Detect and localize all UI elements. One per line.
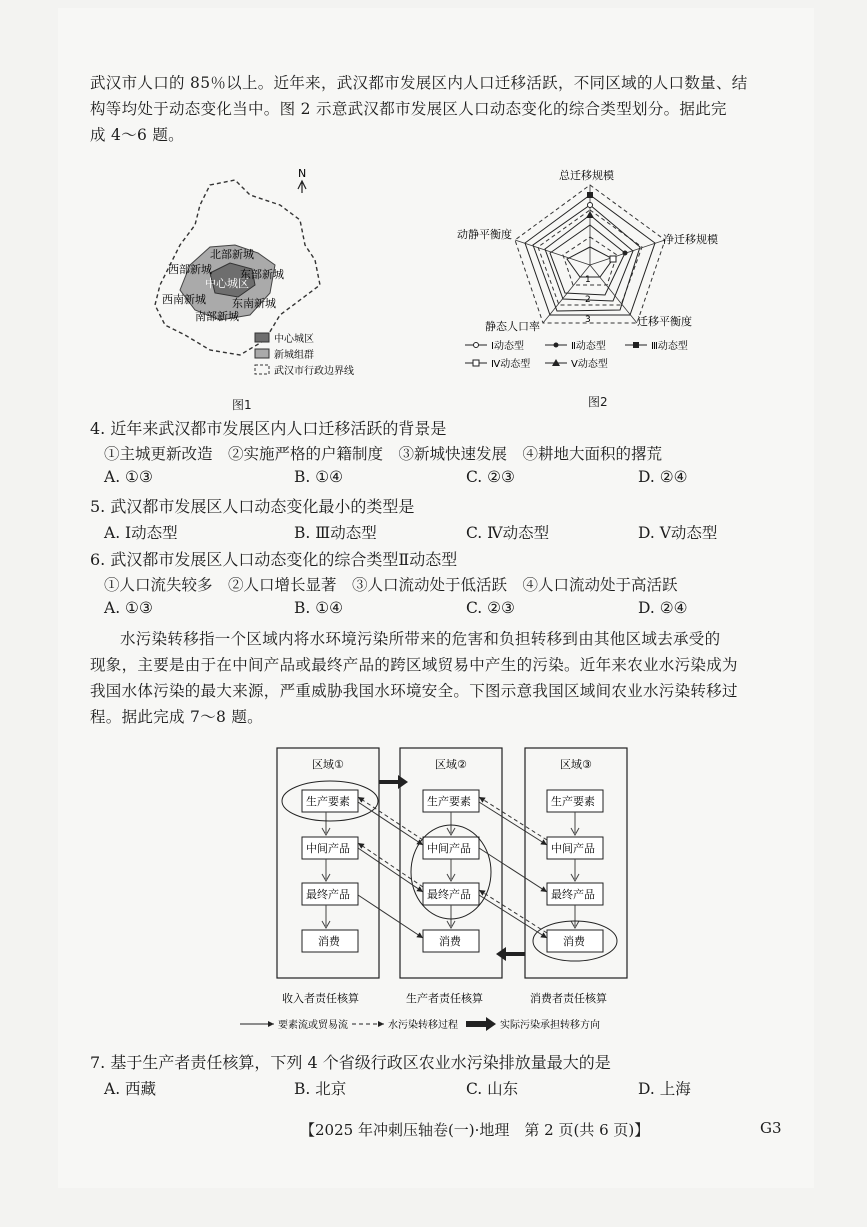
q5-option-b[interactable]: B. Ⅲ动态型 [294, 524, 377, 542]
q7-option-b[interactable]: B. 北京 [294, 1080, 347, 1098]
q6-option-a[interactable]: A. ①③ [104, 599, 153, 617]
legend-boundary-label: 武汉市行政边界线 [274, 366, 354, 377]
radar-tick-3: 3 [585, 315, 591, 325]
q6-option-b[interactable]: B. ①④ [294, 599, 344, 617]
region-1-nodes [282, 781, 378, 952]
figure-1-map [140, 165, 400, 395]
svg-text:生产要素: 生产要素 [427, 795, 471, 808]
region-3-label: 区域③ [560, 758, 592, 771]
intro-line-3: 成 4～6 题。 [90, 126, 184, 144]
passage-line-1: 水污染转移指一个区域内将水环境污染所带来的危害和负担转移到由其他区域去承受的 [120, 630, 721, 648]
figure-1-caption: 图1 [232, 398, 252, 412]
label-west-city: 西部新城 [168, 263, 212, 276]
radar-tick-2: 2 [585, 295, 591, 305]
question-4-items: ①主城更新改造 ②实施严格的户籍制度 ③新城快速发展 ④耕地大面积的撂荒 [104, 445, 663, 463]
q7-option-c[interactable]: C. 山东 [466, 1080, 519, 1098]
radar-tick-1: 1 [585, 275, 591, 285]
axis-label-dynamic-balance: 动静平衡度 [457, 228, 512, 241]
legend-actual-transfer: 实际污染承担转移方向 [500, 1020, 600, 1031]
actual-transfer-arrow-bottom [496, 947, 525, 961]
q5-option-d[interactable]: D. Ⅴ动态型 [638, 524, 718, 542]
svg-text:生产要素: 生产要素 [306, 795, 350, 808]
svg-text:消费: 消费 [563, 935, 585, 948]
svg-text:中间产品: 中间产品 [427, 842, 471, 855]
svg-text:中间产品: 中间产品 [551, 842, 595, 855]
passage-line-2: 现象，主要是由于在中间产品或最终产品的跨区域贸易中产生的污染。近年来农业水污染成为 [90, 656, 738, 674]
q7-option-d[interactable]: D. 上海 [638, 1080, 691, 1098]
q7-option-a[interactable]: A. 西藏 [104, 1080, 157, 1098]
region-3-nodes [533, 790, 617, 961]
north-label: N [298, 167, 307, 180]
legend-trade-flow: 要素流或贸易流 [278, 1020, 348, 1031]
figure-3-pollution-transfer [240, 740, 660, 1035]
axis-label-net-migration: 净迁移规模 [663, 233, 718, 246]
q4-option-c[interactable]: C. ②③ [466, 468, 515, 486]
label-south-city: 南部新城 [195, 310, 239, 323]
label-north-city: 北部新城 [210, 248, 254, 261]
legend-newcity-swatch [255, 349, 269, 358]
accounting-producer: 生产者责任核算 [406, 992, 483, 1005]
label-center: 中心城区 [205, 277, 249, 290]
svg-text:最终产品: 最终产品 [551, 888, 595, 901]
legend-center-label: 中心城区 [274, 334, 314, 345]
q6-option-d[interactable]: D. ②④ [638, 599, 688, 617]
svg-text:生产要素: 生产要素 [551, 795, 595, 808]
passage-line-3: 我国水体污染的最大来源，严重威胁我国水环境安全。下图示意我国区域间农业水污染转移过 [90, 682, 738, 700]
question-6-stem: 6. 武汉都市发展区人口动态变化的综合类型Ⅱ动态型 [90, 550, 458, 569]
question-6-items: ①人口流失较多 ②人口增长显著 ③人口流动处于低活跃 ④人口流动处于高活跃 [104, 576, 678, 594]
svg-text:消费: 消费 [439, 935, 461, 948]
passage-line-4: 程。据此完成 7～8 题。 [90, 708, 263, 726]
legend-boundary-swatch [255, 365, 269, 374]
legend-type-1: Ⅰ动态型 [491, 341, 524, 352]
axis-label-static-rate: 静态人口率 [485, 320, 540, 333]
svg-text:中间产品: 中间产品 [306, 842, 350, 855]
label-east-city: 东部新城 [240, 268, 284, 281]
svg-text:最终产品: 最终产品 [427, 888, 471, 901]
legend-type-2: Ⅱ动态型 [571, 341, 606, 352]
question-7-stem: 7. 基于生产者责任核算，下列 4 个省级行政区农业水污染排放量最大的是 [90, 1053, 611, 1072]
q6-option-c[interactable]: C. ②③ [466, 599, 515, 617]
label-southeast-city: 东南新城 [232, 297, 276, 310]
region-2-label: 区域② [435, 758, 467, 771]
legend-type-3: Ⅲ动态型 [651, 341, 688, 352]
q5-option-c[interactable]: C. Ⅳ动态型 [466, 524, 550, 542]
passage-water-pollution [90, 626, 790, 730]
axis-label-total-migration: 总迁移规模 [559, 169, 614, 182]
axis-label-migration-balance: 迁移平衡度 [637, 315, 692, 328]
legend-type-5: Ⅴ动态型 [571, 359, 608, 370]
intro-line-2: 构等均处于动态变化当中。图 2 示意武汉都市发展区人口动态变化的综合类型划分。据此完 [90, 100, 727, 118]
legend-type-4: Ⅳ动态型 [491, 359, 531, 370]
q5-option-a[interactable]: A. Ⅰ动态型 [104, 524, 178, 542]
svg-text:消费: 消费 [318, 935, 340, 948]
legend-newcity-label: 新城组群 [274, 350, 314, 361]
figure-2-radar [455, 165, 745, 380]
page-footer: 【2025 年冲刺压轴卷(一)·地理 第 2 页(共 6 页)】 [300, 1121, 650, 1139]
q4-option-d[interactable]: D. ②④ [638, 468, 688, 486]
intro-line-1: 武汉市人口的 85％以上。近年来，武汉都市发展区内人口迁移活跃，不同区域的人口数量、结 [90, 74, 748, 92]
figure-2-caption: 图2 [588, 395, 608, 409]
region-2-nodes [411, 790, 491, 952]
region-1-label: 区域① [312, 758, 344, 771]
paper-code: G3 [760, 1119, 782, 1137]
marker-type-2 [623, 251, 628, 256]
marker-type-4 [610, 256, 616, 262]
marker-type-1 [588, 203, 593, 208]
marker-type-3 [587, 192, 593, 198]
accounting-consumer: 消费者责任核算 [530, 992, 607, 1005]
question-5-stem: 5. 武汉都市发展区人口动态变化最小的类型是 [90, 497, 415, 516]
actual-transfer-arrow-top [379, 775, 408, 789]
cross-region-flows [358, 802, 547, 938]
pollution-transfer-flows [358, 797, 547, 933]
label-southwest-city: 西南新城 [162, 293, 206, 306]
svg-text:最终产品: 最终产品 [306, 888, 350, 901]
q4-option-b[interactable]: B. ①④ [294, 468, 344, 486]
question-4-stem: 4. 近年来武汉都市发展区内人口迁移活跃的背景是 [90, 419, 447, 438]
intro-paragraph [90, 70, 790, 148]
accounting-income: 收入者责任核算 [282, 992, 359, 1005]
q4-option-a[interactable]: A. ①③ [104, 468, 153, 486]
legend-center-swatch [255, 333, 269, 342]
north-arrow-icon [298, 181, 306, 193]
legend-pollution-transfer: 水污染转移过程 [388, 1020, 458, 1031]
